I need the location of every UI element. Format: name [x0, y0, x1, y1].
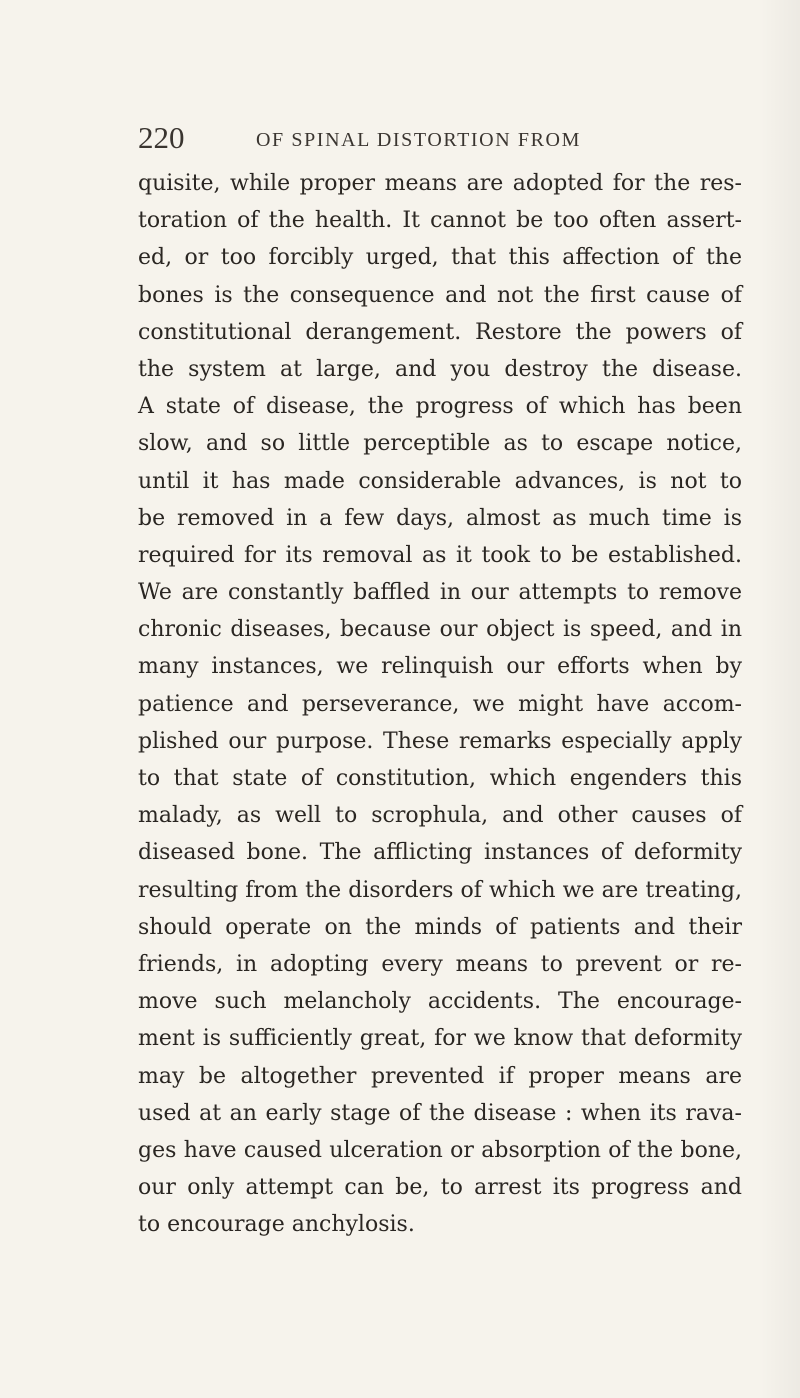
text-line: ed, or too forcibly urged, that this affection of the	[138, 245, 742, 271]
text-line: to encourage anchylosis.	[138, 1212, 415, 1238]
text-line: plished our purpose. These remarks especially apply	[138, 728, 742, 754]
text-line: to that state of constitution, which engenders this	[138, 766, 742, 791]
text-line: the system at large, and you destroy the disease.	[138, 356, 742, 382]
page-header	[0, 118, 800, 158]
text-line: required for its removal as it took to be established.	[138, 542, 742, 568]
text-line: until it has made considerable advances, is not to	[138, 468, 742, 494]
text-line: A state of disease, the progress of which has been	[138, 394, 742, 420]
text-line: our only attempt can be, to arrest its progress and	[138, 1175, 742, 1201]
text-line: ment is sufficiently great, for we know that deformity	[138, 1026, 742, 1052]
text-line: resulting from the disorders of which we are treating,	[138, 877, 742, 903]
text-line: toration of the health. It cannot be too often assert-	[138, 208, 742, 234]
running-head: OF SPINAL DISTORTION FROM	[256, 129, 581, 151]
text-line: constitutional derangement. Restore the powers of	[138, 319, 742, 345]
text-line: malady, as well to scrophula, and other causes of	[138, 803, 742, 829]
page-number: 220	[138, 120, 185, 155]
text-line: patience and perseverance, we might have accom-	[138, 691, 742, 717]
text-line: quisite, while proper means are adopted for the res-	[138, 171, 742, 196]
text-line: slow, and so little perceptible as to escape notice,	[138, 431, 742, 457]
text-line: move such melancholy accidents. The encourage-	[138, 989, 742, 1015]
text-line: many instances, we relinquish our efforts when by	[138, 654, 742, 680]
text-line: ges have caused ulceration or absorption of the bone,	[138, 1137, 742, 1163]
body-text	[138, 165, 742, 1243]
text-line: should operate on the minds of patients and their	[138, 914, 742, 940]
text-line: used at an early stage of the disease : when its rava-	[138, 1100, 742, 1126]
text-line: We are constantly baffled in our attempts to remove	[138, 580, 742, 606]
text-line: chronic diseases, because our object is speed, and in	[138, 617, 742, 643]
text-line: diseased bone. The afflicting instances of deformity	[138, 840, 742, 866]
text-line: bones is the consequence and not the first cause of	[138, 282, 742, 308]
text-line: be removed in a few days, almost as much time is	[138, 505, 742, 531]
text-line: may be altogether prevented if proper means are	[138, 1063, 742, 1089]
text-line: friends, in adopting every means to prevent or re-	[138, 951, 742, 977]
